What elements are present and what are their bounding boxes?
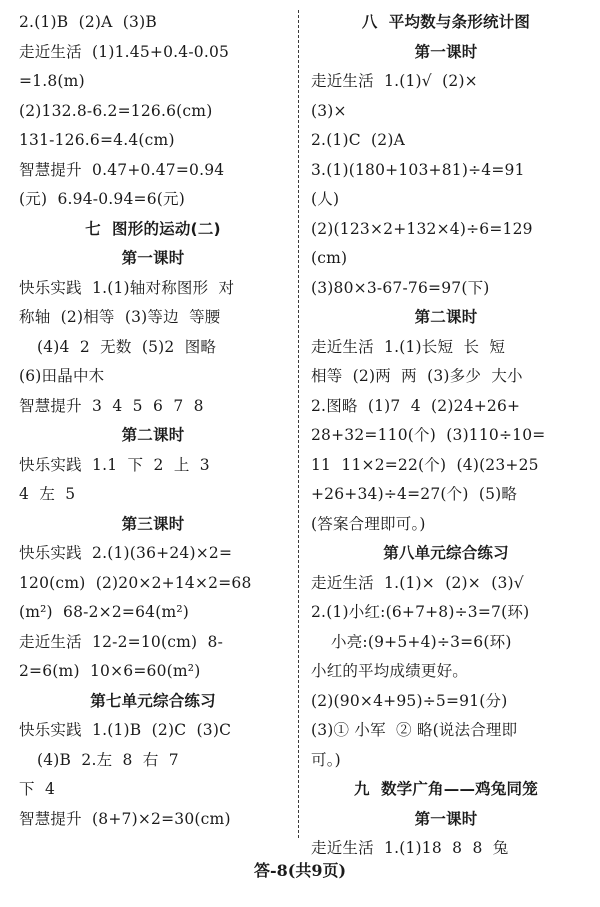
answer-line: 4 左 5 [19, 485, 76, 503]
answer-line: (cm) [311, 249, 348, 267]
answer-line: 称轴 (2)相等 (3)等边 等腰 [19, 308, 221, 326]
answer-line: 快乐实践 1.(1)B (2)C (3)C [19, 721, 232, 739]
answer-line: (2)(123×2+132×4)÷6=129 [311, 219, 533, 238]
answer-line: =1.8(m) [19, 72, 85, 90]
answer-line: +26+34)÷4=27(个) (5)略 [311, 485, 518, 503]
answer-line: 走近生活 1.(1)长短 长 短 [311, 337, 506, 356]
section-heading: 第二课时 [121, 426, 185, 444]
answer-line: 走近生活 1.(1)× (2)× (3)√ [311, 573, 524, 592]
answer-line: 131-126.6=4.4(cm) [19, 131, 175, 149]
section-heading: 第一课时 [414, 42, 478, 61]
answer-line: (2)(90×4+95)÷5=91(分) [311, 691, 508, 710]
answer-line: 可。) [311, 750, 341, 769]
section-heading: 第七单元综合练习 [90, 691, 216, 710]
answer-line: (答案合理即可。) [311, 514, 426, 533]
column-divider [298, 10, 299, 838]
section-heading: 第一课时 [121, 249, 185, 267]
answer-line: 智慧提升 3 4 5 6 7 8 [19, 396, 204, 415]
section-heading: 第三课时 [121, 514, 185, 533]
answer-line: 走近生活 1.(1)√ (2)× [311, 72, 478, 90]
answer-line: 走近生活 1.(1)18 8 8 兔 [311, 839, 509, 857]
answer-line: (元) 6.94-0.94=6(元) [19, 190, 185, 208]
answer-line: (4)4 2 无数 (5)2 图略 [37, 337, 217, 356]
answer-line: 走近生活 (1)1.45+0.4-0.05 [19, 42, 230, 61]
answer-line: 2.(1)B (2)A (3)B [19, 13, 157, 31]
right-column [311, 8, 581, 864]
answer-line: 相等 (2)两 两 (3)多少 大小 [311, 367, 523, 385]
answer-line: 智慧提升 0.47+0.47=0.94 [19, 160, 225, 179]
answer-line: 快乐实践 2.(1)(36+24)×2= [19, 544, 233, 562]
answer-line: 2=6(m) 10×6=60(m²) [19, 662, 201, 680]
page-number-footer: 答-8(共9页) [253, 861, 347, 880]
answer-line: 120(cm) (2)20×2+14×2=68 [19, 573, 252, 592]
section-heading: 第一课时 [414, 809, 478, 828]
answer-line: 快乐实践 1.(1)轴对称图形 对 [19, 278, 235, 297]
answer-line: 11 11×2=22(个) (4)(23+25 [311, 455, 539, 474]
answer-line: (4)B 2.左 8 右 7 [37, 750, 179, 769]
answer-line: 2.(1)小红:(6+7+8)÷3=7(环) [311, 603, 530, 621]
answer-line: 下 4 [19, 780, 56, 798]
left-column [19, 8, 287, 834]
section-heading: 第二课时 [414, 308, 478, 326]
answer-line: 2.图略 (1)7 4 (2)24+26+ [311, 396, 521, 415]
section-heading: 九 数学广角——鸡兔同笼 [354, 780, 538, 798]
section-heading: 八 平均数与条形统计图 [361, 13, 531, 31]
answer-line: (3)80×3-67-76=97(下) [311, 278, 490, 297]
answer-line: (m²) 68-2×2=64(m²) [19, 603, 190, 621]
answer-line: 28+32=110(个) (3)110÷10= [311, 426, 546, 444]
answer-line: 快乐实践 1.1 下 2 上 3 [19, 455, 210, 474]
answer-line: 3.(1)(180+103+81)÷4=91 [311, 160, 525, 179]
answer-line: 智慧提升 (8+7)×2=30(cm) [19, 809, 231, 828]
section-heading: 第八单元综合练习 [383, 544, 509, 562]
answer-line: 2.(1)C (2)A [311, 131, 406, 149]
answer-line: (人) [311, 190, 340, 208]
answer-line: 走近生活 12-2=10(cm) 8- [19, 632, 224, 651]
answer-line: 小亮:(9+5+4)÷3=6(环) [331, 632, 512, 651]
answer-line: (2)132.8-6.2=126.6(cm) [19, 101, 213, 120]
answer-line: (3)① 小军 ② 略(说法合理即 [311, 721, 518, 739]
answer-line: 小红的平均成绩更好。 [311, 662, 469, 680]
section-heading: 七 图形的运动(二) [85, 219, 221, 238]
answer-line: (6)田晶中木 [19, 367, 105, 385]
answer-line: (3)× [311, 101, 347, 120]
